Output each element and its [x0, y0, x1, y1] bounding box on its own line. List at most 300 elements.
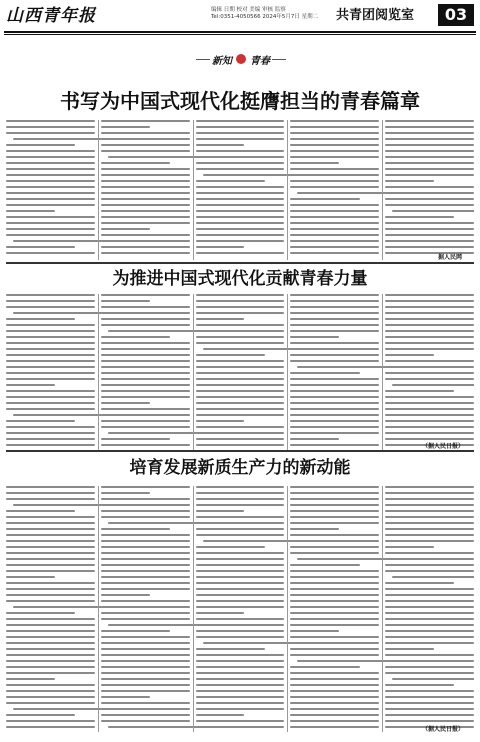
text-line: [385, 198, 474, 200]
text-line: [196, 492, 285, 494]
text-line: [108, 624, 197, 626]
text-line: [196, 648, 265, 650]
text-line: [290, 642, 379, 644]
text-line: [196, 558, 285, 560]
text-line: [101, 690, 190, 692]
column-divider: [287, 486, 288, 732]
text-line: [290, 486, 379, 488]
text-line: [6, 228, 95, 230]
text-line: [6, 492, 95, 494]
text-line: [101, 246, 190, 248]
text-line: [196, 366, 285, 368]
text-column: [385, 120, 474, 260]
text-line: [290, 726, 379, 728]
text-line: [196, 420, 245, 422]
text-line: [290, 354, 379, 356]
text-line: [290, 702, 379, 704]
column-divider: [193, 294, 194, 450]
text-line: [6, 678, 55, 680]
text-line: [6, 564, 95, 566]
text-line: [385, 324, 474, 326]
text-line: [6, 546, 95, 548]
text-line: [196, 198, 285, 200]
text-line: [101, 312, 190, 314]
text-line: [385, 156, 474, 158]
editor-line: 编辑 日期 校对 美编 审核 监察: [211, 7, 286, 13]
text-line: [101, 492, 150, 494]
text-line: [101, 696, 150, 698]
text-line: [101, 168, 190, 170]
text-line: [385, 192, 474, 194]
text-line: [101, 378, 190, 380]
text-line: [385, 144, 474, 146]
text-line: [101, 396, 190, 398]
text-line: [6, 168, 95, 170]
text-line: [196, 612, 245, 614]
text-line: [385, 558, 474, 560]
text-line: [290, 594, 379, 596]
text-line: [385, 528, 474, 530]
text-line: [6, 348, 95, 350]
text-line: [385, 174, 474, 176]
text-line: [385, 612, 474, 614]
text-line: [385, 234, 474, 236]
text-line: [6, 540, 95, 542]
column-tag-right: 青春: [250, 56, 270, 67]
text-line: [385, 486, 474, 488]
column-divider: [193, 486, 194, 732]
text-line: [290, 426, 379, 428]
text-line: [385, 594, 474, 596]
text-line: [101, 564, 190, 566]
text-line: [196, 150, 285, 152]
text-line: [392, 576, 474, 578]
text-line: [385, 426, 474, 428]
text-line: [385, 492, 474, 494]
text-line: [196, 594, 285, 596]
byline-3: （据人民日报）: [422, 726, 465, 733]
text-line: [290, 222, 379, 224]
text-line: [196, 162, 285, 164]
text-line: [6, 198, 95, 200]
text-column: [101, 486, 190, 732]
text-line: [6, 342, 95, 344]
text-line: [385, 228, 474, 230]
text-line: [196, 426, 285, 428]
text-line: [101, 132, 190, 134]
text-line: [6, 192, 95, 194]
masthead-rule: [4, 31, 476, 33]
text-line: [196, 234, 285, 236]
text-line: [290, 624, 379, 626]
text-line: [6, 210, 55, 212]
text-line: [385, 306, 474, 308]
text-line: [196, 678, 285, 680]
text-line: [101, 546, 190, 548]
text-line: [385, 660, 474, 662]
text-line: [196, 294, 285, 296]
text-line: [101, 534, 190, 536]
text-line: [385, 636, 474, 638]
text-line: [101, 552, 190, 554]
text-line: [290, 534, 379, 536]
text-line: [101, 342, 190, 344]
text-line: [385, 120, 474, 122]
text-line: [196, 522, 285, 524]
text-line: [6, 534, 95, 536]
text-line: [290, 606, 379, 608]
text-line: [196, 696, 285, 698]
text-line: [385, 246, 474, 248]
text-line: [385, 588, 474, 590]
text-line: [6, 714, 75, 716]
text-line: [290, 174, 379, 176]
text-line: [101, 528, 170, 530]
text-line: [290, 636, 379, 638]
text-line: [101, 216, 190, 218]
text-line: [385, 624, 474, 626]
text-line: [6, 252, 95, 254]
text-line: [385, 294, 474, 296]
text-line: [6, 174, 95, 176]
text-line: [6, 630, 95, 632]
text-line: [196, 144, 245, 146]
section-divider: [6, 262, 474, 264]
text-line: [385, 240, 474, 242]
text-line: [385, 510, 474, 512]
text-line: [385, 126, 474, 128]
text-line: [101, 192, 190, 194]
section-divider: [6, 450, 474, 452]
text-line: [196, 252, 285, 254]
text-line: [290, 126, 379, 128]
text-column: [6, 486, 95, 732]
text-line: [290, 216, 379, 218]
text-line: [101, 684, 190, 686]
text-line: [101, 174, 190, 176]
byline-1: 据人民网: [438, 254, 463, 261]
text-line: [6, 324, 95, 326]
text-line: [6, 120, 95, 122]
article-2-body: [6, 294, 474, 450]
text-line: [101, 150, 190, 152]
text-line: [196, 576, 285, 578]
text-line: [290, 654, 379, 656]
text-line: [6, 576, 55, 578]
text-line: [385, 360, 474, 362]
text-line: [196, 168, 285, 170]
text-line: [101, 588, 190, 590]
headline-2: 为推进中国式现代化贡献青春力量: [112, 269, 368, 289]
text-line: [13, 138, 102, 140]
text-line: [290, 312, 379, 314]
text-line: [101, 126, 150, 128]
text-line: [196, 498, 285, 500]
text-line: [290, 408, 379, 410]
article-1-body: [6, 120, 474, 260]
text-line: [290, 210, 379, 212]
text-line: [196, 708, 285, 710]
text-line: [290, 672, 379, 674]
text-line: [290, 168, 379, 170]
text-line: [385, 312, 474, 314]
text-line: [290, 612, 379, 614]
text-line: [385, 534, 474, 536]
text-line: [385, 342, 474, 344]
text-line: [290, 696, 379, 698]
text-line: [196, 690, 285, 692]
text-line: [385, 690, 474, 692]
text-line: [101, 318, 190, 320]
text-line: [196, 444, 285, 446]
text-line: [101, 714, 190, 716]
text-line: [196, 228, 285, 230]
text-line: [290, 300, 379, 302]
text-line: [6, 522, 95, 524]
text-line: [385, 348, 474, 350]
text-line: [385, 420, 474, 422]
text-line: [196, 138, 285, 140]
text-line: [6, 384, 55, 386]
text-line: [385, 672, 474, 674]
text-line: [6, 582, 95, 584]
text-line: [101, 444, 190, 446]
text-line: [101, 222, 190, 224]
text-line: [196, 438, 285, 440]
column-divider: [382, 120, 383, 260]
text-line: [101, 204, 190, 206]
column-divider: [193, 120, 194, 260]
text-line: [196, 720, 285, 722]
text-line: [6, 330, 95, 332]
text-column: [101, 294, 190, 450]
text-line: [196, 342, 285, 344]
text-line: [101, 504, 190, 506]
text-line: [108, 432, 197, 434]
text-line: [6, 186, 95, 188]
text-line: [290, 438, 339, 440]
text-line: [6, 618, 95, 620]
text-line: [196, 666, 285, 668]
text-line: [101, 486, 190, 488]
text-line: [101, 390, 190, 392]
text-line: [385, 378, 474, 380]
column-divider: [98, 294, 99, 450]
text-line: [101, 198, 190, 200]
text-line: [6, 444, 95, 446]
text-line: [101, 498, 190, 500]
text-line: [196, 336, 285, 338]
text-line: [196, 360, 285, 362]
text-line: [13, 414, 102, 416]
text-line: [385, 180, 434, 182]
text-line: [290, 294, 379, 296]
text-line: [290, 336, 339, 338]
text-line: [385, 618, 474, 620]
text-line: [385, 504, 474, 506]
text-line: [290, 228, 379, 230]
text-line: [196, 546, 265, 548]
text-column: [385, 294, 474, 450]
text-line: [290, 510, 379, 512]
text-line: [290, 372, 359, 374]
text-line: [101, 354, 190, 356]
column-divider: [287, 294, 288, 450]
text-line: [196, 414, 285, 416]
text-line: [108, 156, 197, 158]
text-line: [290, 444, 379, 446]
masthead-rule-thin: [4, 34, 476, 35]
text-line: [101, 540, 190, 542]
text-line: [6, 408, 95, 410]
text-line: [385, 330, 474, 332]
text-line: [101, 186, 190, 188]
text-line: [385, 354, 434, 356]
text-line: [290, 528, 339, 530]
text-line: [101, 384, 190, 386]
text-line: [6, 672, 95, 674]
text-column: [385, 486, 474, 732]
text-line: [6, 162, 95, 164]
text-line: [290, 306, 379, 308]
text-line: [196, 702, 285, 704]
text-line: [385, 216, 454, 218]
text-line: [6, 720, 95, 722]
text-column: [6, 294, 95, 450]
text-line: [290, 234, 379, 236]
text-line: [6, 654, 95, 656]
text-line: [6, 144, 75, 146]
text-line: [297, 192, 386, 194]
text-line: [385, 522, 474, 524]
text-line: [290, 360, 379, 362]
text-line: [101, 660, 190, 662]
text-line: [6, 354, 95, 356]
text-line: [297, 366, 386, 368]
text-line: [385, 540, 474, 542]
text-line: [290, 378, 379, 380]
text-line: [196, 528, 285, 530]
text-line: [290, 570, 379, 572]
text-line: [290, 198, 359, 200]
text-line: [6, 612, 75, 614]
text-line: [6, 216, 95, 218]
text-line: [385, 432, 474, 434]
text-line: [392, 384, 474, 386]
text-line: [101, 642, 190, 644]
text-line: [290, 552, 379, 554]
text-line: [196, 216, 285, 218]
text-line: [196, 156, 285, 158]
text-line: [196, 384, 285, 386]
text-line: [385, 666, 474, 668]
text-line: [6, 588, 95, 590]
text-line: [290, 540, 379, 542]
text-line: [101, 708, 190, 710]
text-line: [196, 126, 285, 128]
text-line: [101, 426, 190, 428]
text-line: [385, 546, 434, 548]
text-line: [6, 684, 95, 686]
text-line: [290, 432, 379, 434]
text-line: [290, 546, 379, 548]
text-line: [385, 552, 474, 554]
text-line: [385, 720, 474, 722]
text-line: [290, 504, 379, 506]
text-line: [6, 648, 95, 650]
text-line: [6, 432, 95, 434]
text-line: [6, 378, 95, 380]
text-line: [101, 366, 190, 368]
text-line: [196, 564, 285, 566]
text-line: [196, 204, 285, 206]
text-line: [196, 180, 265, 182]
text-line: [385, 630, 474, 632]
text-line: [290, 720, 379, 722]
text-line: [6, 594, 95, 596]
text-line: [101, 594, 150, 596]
text-line: [101, 420, 190, 422]
text-line: [101, 144, 190, 146]
text-line: [203, 174, 292, 176]
text-column: [290, 294, 379, 450]
text-line: [101, 636, 190, 638]
text-line: [101, 720, 190, 722]
text-line: [196, 378, 285, 380]
text-line: [290, 492, 379, 494]
column-divider: [382, 294, 383, 450]
text-line: [108, 522, 197, 524]
column-tag: [196, 52, 286, 68]
text-line: [6, 600, 95, 602]
text-line: [290, 132, 379, 134]
text-line: [101, 180, 190, 182]
text-line: [196, 222, 285, 224]
text-line: [101, 648, 190, 650]
text-line: [385, 438, 474, 440]
text-line: [392, 678, 474, 680]
text-line: [385, 648, 434, 650]
text-line: [6, 510, 75, 512]
text-line: [196, 246, 245, 248]
text-line: [101, 360, 190, 362]
text-line: [6, 570, 95, 572]
text-line: [290, 678, 379, 680]
text-line: [385, 570, 474, 572]
text-line: [196, 408, 285, 410]
text-line: [101, 576, 190, 578]
text-line: [385, 708, 474, 710]
text-line: [101, 414, 190, 416]
text-line: [385, 600, 474, 602]
text-line: [385, 714, 474, 716]
text-line: [101, 336, 170, 338]
text-line: [385, 336, 474, 338]
text-line: [290, 498, 379, 500]
text-line: [196, 432, 285, 434]
text-line: [290, 204, 379, 206]
text-line: [385, 696, 474, 698]
text-line: [196, 600, 285, 602]
text-line: [290, 186, 379, 188]
text-line: [196, 588, 285, 590]
text-line: [290, 342, 379, 344]
section-title: 共青团阅览室: [336, 8, 415, 23]
text-line: [385, 408, 474, 410]
text-line: [196, 192, 285, 194]
text-line: [290, 246, 379, 248]
text-line: [385, 318, 474, 320]
